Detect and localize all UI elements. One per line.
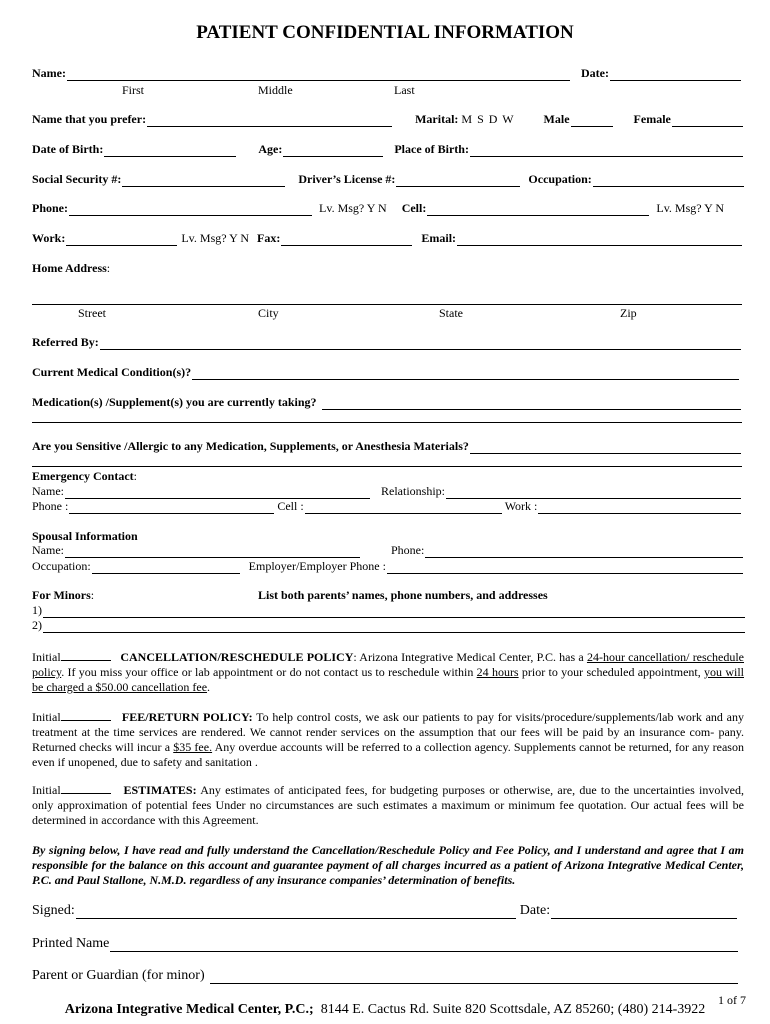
marital-label: Marital [415,112,455,126]
preferred-name-label: Name that you prefer [32,112,143,126]
cancellation-initial-label: Initial [32,650,61,664]
for-minors-label: For Minors: [32,588,95,602]
cancellation-policy: Initial CANCELLATION/RESCHEDULE POLICY: Arizona Integrative Medical Center, P.C. has a 24-hour cancellation/ reschedule policy. If you miss your office or lab appointment or do not contact us to reschedule within 24 hours prior to your scheduled appointment, you will be charged a $50.00 cancellation fee. [32,650,744,694]
spouse-name-row: Name : Phone : [32,543,744,558]
fee-initial-field[interactable] [61,709,111,721]
preferred-name-field[interactable] [147,114,392,127]
preferred-row: Name that you prefer : Marital : M S D W Male Female [32,112,744,127]
age-field[interactable] [283,144,383,157]
emergency-name-row: Name : Relationship : [32,484,742,499]
occupation-label: Occupation [528,172,588,186]
relationship-field[interactable] [446,486,741,499]
name-label: Name [32,66,62,80]
work-leave-message[interactable]: Lv. Msg? Y N [181,231,250,245]
dob-label: Date of Birth [32,142,100,156]
place-of-birth-label: Place of Birth [394,142,465,156]
footer [0,1002,770,1018]
referred-row: Referred By : [32,335,742,350]
estimates-initial-field[interactable] [61,782,111,794]
allergies-field[interactable] [470,441,741,454]
work-row: Work : Lv. Msg? Y N Fax : Email : [32,231,743,246]
city-sublabel: City [258,306,279,320]
ssn-label: Social Security # [32,172,118,186]
allergies-row [32,439,742,454]
cancellation-heading: CANCELLATION/RESCHEDULE POLICY [120,650,354,664]
referred-by-field[interactable] [100,337,741,350]
minor-2-label: 2) [32,618,42,632]
minor-row-2 [32,618,746,633]
fax-label: Fax [257,231,277,245]
referred-by-label: Referred By [32,335,95,349]
spouse-phone-field[interactable] [425,545,743,558]
emergency-contact-title: Emergency Contact: [32,469,137,483]
guardian-row [32,968,739,984]
conditions-label: Current Medical Condition(s)? [32,365,192,379]
emergency-work-field[interactable] [538,501,741,514]
estimates-heading: ESTIMATES: [123,783,197,797]
home-address-field[interactable] [32,304,742,305]
emergency-name-label: Name [32,484,61,498]
conditions-field[interactable] [192,367,739,380]
license-field[interactable] [396,174,520,187]
spouse-name-field[interactable] [65,545,360,558]
dob-row: Date of Birth : Age : Place of Birth : [32,142,744,157]
occupation-field[interactable] [593,174,744,187]
male-label: Male [543,112,570,126]
first-sublabel: First [122,83,145,97]
minor-1-label: 1) [32,603,42,617]
page-title: PATIENT CONFIDENTIAL INFORMATION [196,22,574,43]
age-label: Age [258,142,279,156]
employer-field[interactable] [387,561,743,574]
phone-row: Phone : Lv. Msg? Y N Cell : Lv. Msg? Y N [32,201,725,215]
home-address-label: Home Address: [32,261,111,275]
phone-field[interactable] [69,203,312,216]
phone-label: Phone [32,201,65,215]
dob-field[interactable] [104,144,236,157]
emergency-cell-label: Cell : [277,499,304,513]
page-number: 1 of 7 [718,993,746,1007]
fee-policy: Initial FEE/RETURN POLICY: To help control costs, we ask our patients to pay for visits/procedure/supplements/lab work and any treatment at the time services are rendered. We cannot render services on the assumption that our fees will be paid by an insurance com- pany. Returned checks will incur a $35 fee. Any overdue accounts will be referred to a collection agency. Supplements cannot be returned, for any reason even if unopened, due to safety and sanitation . [32,710,745,769]
street-sublabel: Street [78,306,106,320]
spouse-name-label: Name [32,543,61,557]
middle-sublabel: Middle [258,83,293,97]
conditions-row [32,365,740,380]
estimates-initial-label: Initial [32,783,61,797]
emergency-work-label: Work : [504,499,538,513]
fee-heading: FEE/RETURN POLICY: [121,710,253,724]
printed-name-field[interactable] [110,937,738,952]
female-label: Female [633,112,671,126]
minor-1-field[interactable] [43,605,745,618]
state-sublabel: State [439,306,463,320]
medications-row [32,395,742,410]
cell-leave-message[interactable]: Lv. Msg? Y N [656,201,725,215]
guardian-field[interactable] [210,969,738,984]
relationship-label: Relationship [381,484,442,498]
male-field[interactable] [571,114,613,127]
medications-field[interactable] [322,397,741,410]
estimates-policy: Initial ESTIMATES: Any estimates of anticipated fees, for budgeting purposes or otherwise, are, due to the uncertainties involved, only approximation of potential fees Under no circumstances are such estimates a maximum or minimum fee quotation. Our actual fees will be determined in accordance with this Agreement. [32,783,744,827]
guardian-label: Parent or Guardian (for minor) [32,968,205,983]
zip-sublabel: Zip [620,306,637,320]
printed-name-row [32,936,739,952]
emergency-phone-field[interactable] [69,501,274,514]
work-label: Work [32,231,62,245]
footer-address: 8144 E. Cactus Rd. Suite 820 Scottsdale, AZ 85260; (480) 214-3922 [320,1002,706,1017]
medications-field-line-2[interactable] [32,422,742,423]
last-sublabel: Last [394,83,415,97]
cell-label: Cell [401,201,423,215]
emergency-phone-label: Phone : [32,499,69,513]
emergency-name-field[interactable] [65,486,370,499]
emergency-cell-field[interactable] [305,501,502,514]
place-of-birth-field[interactable] [470,144,743,157]
signature-field[interactable] [76,904,516,919]
email-field[interactable] [457,233,742,246]
footer-org: Arizona Integrative Medical Center, P.C.; [64,1002,314,1017]
ids-row: Social Security # : Driver’s License # : Occupation : [32,172,745,187]
cell-field[interactable] [427,203,649,216]
signature-date-label: Date: [519,903,551,918]
phone-leave-message[interactable]: Lv. Msg? Y N [319,201,387,215]
printed-name-label: Printed Name [32,936,110,951]
date-label: Date [581,66,605,80]
female-field[interactable] [672,114,743,127]
fax-field[interactable] [281,233,412,246]
signature-date-field[interactable] [551,904,737,919]
marital-options[interactable]: M S D W [461,112,514,126]
medications-label: Medication(s) /Supplement(s) you are currently taking? [32,395,317,409]
name-row: Name : Date : [32,66,742,81]
spouse-phone-label: Phone [391,543,421,557]
name-field[interactable] [67,68,570,81]
signed-label: Signed: [32,903,75,918]
spouse-occupation-field[interactable] [92,561,240,574]
emergency-phone-row [32,499,742,514]
signed-row [32,903,738,919]
email-label: Email [421,231,453,245]
spouse-occupation-row: Occupation : Employer/Employer Phone : [32,559,744,574]
minors-instruction: List both parents’ names, phone numbers, and addresses [258,588,548,602]
minor-row-1 [32,603,746,618]
date-field[interactable] [610,68,741,81]
ssn-field[interactable] [122,174,285,187]
cancellation-initial-field[interactable] [61,649,111,661]
minor-2-field[interactable] [43,620,745,633]
work-field[interactable] [66,233,177,246]
allergies-field-line-2[interactable] [32,466,742,467]
fee-initial-label: Initial [32,710,61,724]
license-label: Driver’s License # [298,172,392,186]
spouse-occupation-label: Occupation [32,559,88,573]
spousal-info-title: Spousal Information [32,529,138,543]
agreement-statement: By signing below, I have read and fully understand the Cancellation/Reschedule Policy and Fee Policy, and I understand and agree that I am responsible for the balance on this account and guarantee payment of all charges incurred as a patient of Arizona Integrative Medical Center, P.C. and Paul Stallone, N.M.D. regardless of any insurance companies’ determination of benefits. [32,843,744,887]
employer-label: Employer/Employer Phone : [248,559,386,573]
allergies-label: Are you Sensitive /Allergic to any Medication, Supplements, or Anesthesia Materials? [32,439,469,453]
